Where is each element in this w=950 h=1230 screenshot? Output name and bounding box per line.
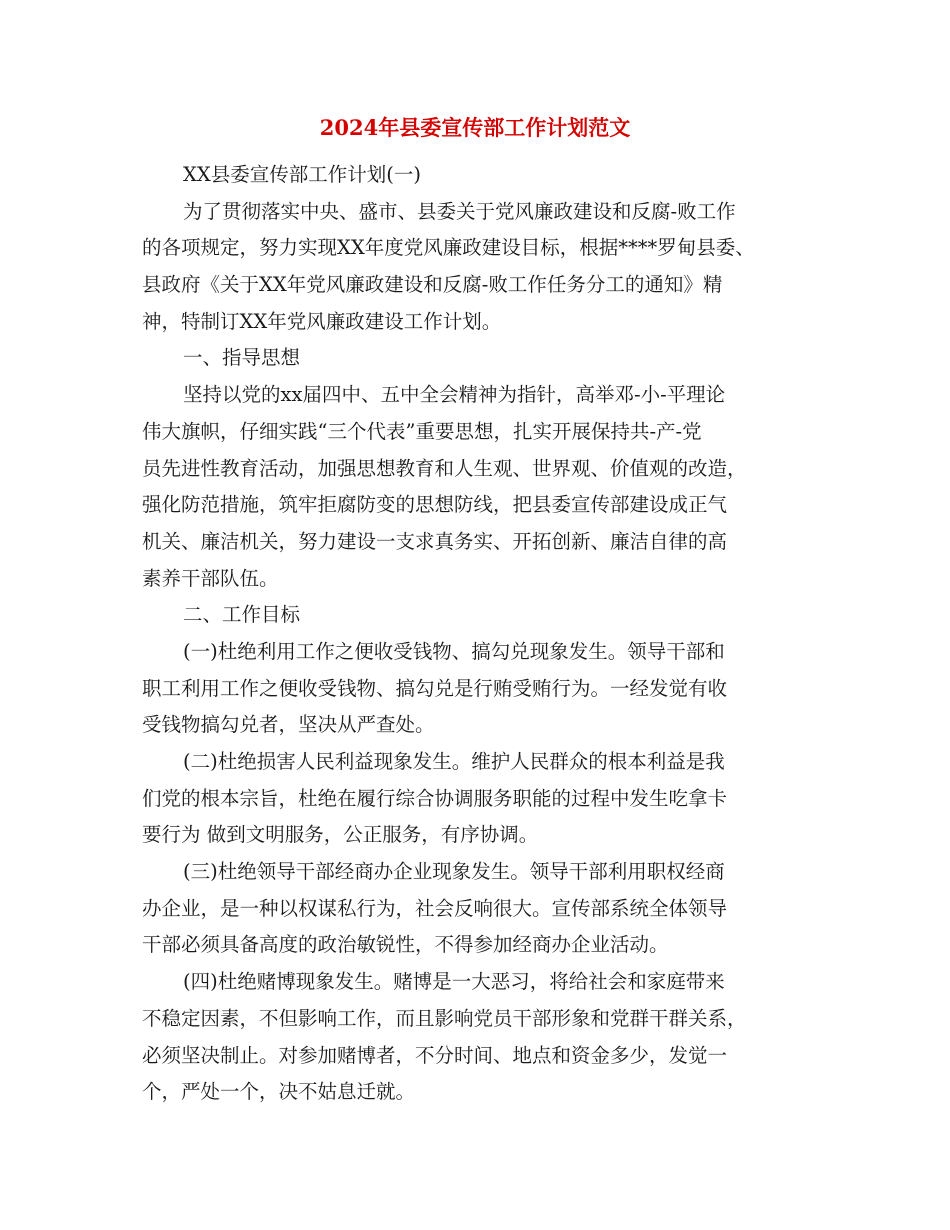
- text-line: 强化防范措施，筑牢拒腐防变的思想防线，把县委宣传部建设成正气: [142, 493, 728, 517]
- text-line: 神，特制订XX年党风廉政建设工作计划。: [142, 309, 502, 333]
- text-line: 坚持以党的xx届四中、五中全会精神为指针，高举邓-小-平理论: [183, 383, 726, 407]
- text-line: 县政府《关于XX年党风廉政建设和反腐-败工作任务分工的通知》精: [142, 273, 723, 297]
- text-line: 二、工作目标: [183, 603, 301, 627]
- text-line: 不稳定因素，不但影响工作，而且影响党员干部形象和党群干群关系，: [142, 1006, 747, 1030]
- text-line: 职工利用工作之便收受钱物、搞勾兑是行贿受贿行为。一经发觉有收: [142, 676, 728, 700]
- text-line: (四)杜绝赌博现象发生。赌博是一大恶习，将给社会和家庭带来: [183, 970, 725, 994]
- text-line: 的各项规定，努力实现XX年度党风廉政建设目标，根据****罗甸县委、: [142, 236, 755, 260]
- text-line: (二)杜绝损害人民利益现象发生。维护人民群众的根本利益是我: [183, 750, 725, 773]
- text-line: 一、指导思想: [183, 346, 301, 370]
- text-line: 机关、廉洁机关，努力建设一支求真务实、开拓创新、廉洁自律的高: [142, 529, 728, 553]
- text-line: 素养干部队伍。: [142, 566, 279, 590]
- text-line: 为了贯彻落实中央、盛市、县委关于党风廉政建设和反腐-败工作: [183, 199, 736, 223]
- text-line: 受钱物搞勾兑者，坚决从严查处。: [142, 713, 435, 737]
- text-line: 必须坚决制止。对参加赌博者，不分时间、地点和资金多少，发觉一: [142, 1043, 728, 1067]
- text-line: 伟大旗帜，仔细实践“三个代表”重要思想，扎实开展保持共-产-党: [142, 419, 702, 443]
- text-line: 要行为 做到文明服务，公正服务，有序协调。: [142, 823, 539, 847]
- text-line: XX县委宣传部工作计划(一): [183, 163, 421, 186]
- text-line: 干部必须具备高度的政治敏锐性，不得参加经商办企业活动。: [142, 933, 669, 957]
- text-line: 员先进性教育活动，加强思想教育和人生观、世界观、价值观的改造，: [142, 456, 747, 480]
- document-body: [142, 157, 810, 1111]
- text-line: 办企业，是一种以权谋私行为，社会反响很大。宣传部系统全体领导: [142, 896, 728, 920]
- text-line: (一)杜绝利用工作之便收受钱物、搞勾兑现象发生。领导干部和: [183, 639, 725, 663]
- text-line: 个，严处一个，决不姑息迁就。: [142, 1080, 416, 1104]
- text-line: 们党的根本宗旨，杜绝在履行综合协调服务职能的过程中发生吃拿卡: [142, 786, 728, 810]
- text-line: (三)杜绝领导干部经商办企业现象发生。领导干部利用职权经商: [183, 860, 725, 884]
- document-title: 2024年县委宣传部工作计划范文: [319, 115, 631, 140]
